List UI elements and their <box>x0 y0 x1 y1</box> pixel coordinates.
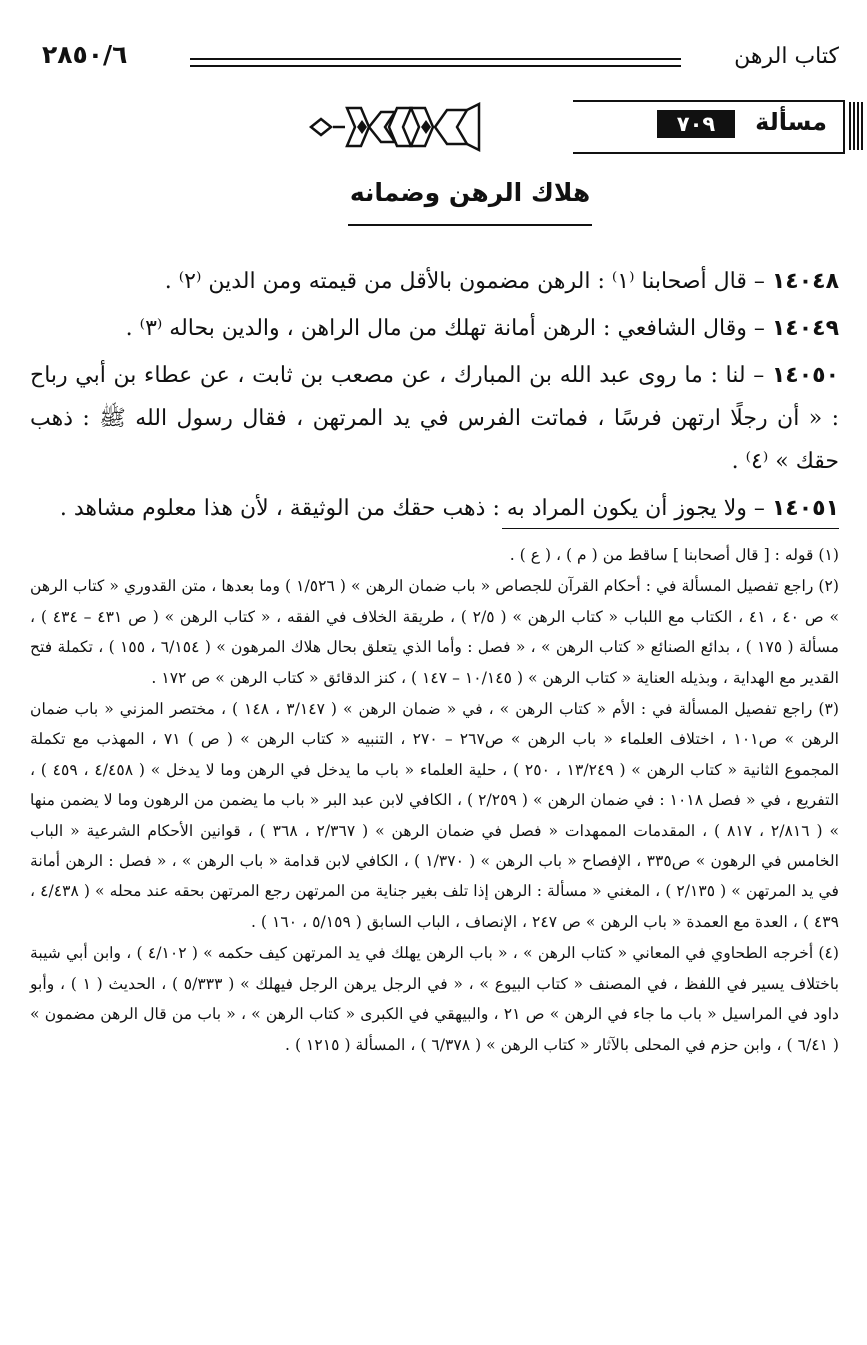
footnote: (٤) أخرجه الطحاوي في المعاني « كتاب الرهن » ، « باب الرهن يهلك في يد المرتهن كيف حكمه » ( ٤/١٠٢ ) ، وابن أبي شيبة باختلاف يسير في اللفظ ، في المصنف « كتاب البيوع » ، « في الرجل يرهن الرجل فيهلك » ( ٥/٣٣٣ ) ، الحديث ( ١ ) ، وأبو داود في المراسيل « باب ما جاء في الرهن » ص ٢١ ، والبيهقي في الكبرى « كتاب الرهن » ، « باب من قال الرهن مضمون » ( ٦/٤١ ) ، وابن حزم في المحلى بالآثار « كتاب الرهن » ( ٦/٣٧٨ ) ، المسألة ( ١٢١٥ ) . <box>30 944 840 1054</box>
paragraph <box>30 260 839 303</box>
paragraph <box>30 487 839 530</box>
page-number: ٢٨٥٠/٦ <box>42 40 128 69</box>
paragraph-text: – ولا يجوز أن يكون المراد به : ذهب حقك من الوثيقة ، لأن هذا معلوم مشاهد . <box>59 496 772 521</box>
running-header <box>42 40 839 80</box>
heading-rule <box>348 224 592 226</box>
paragraph-number: ١٤٠٤٩ <box>771 316 839 341</box>
footnote: (٣) راجع تفصيل المسألة في : الأم « كتاب الرهن » ، في « ضمان الرهن » ( ٣/١٤٧ ، ١٤٨ ) ، مختصر المزني « باب ضمان الرهن » ص١٠١ ، اختلاف العلماء « باب الرهن » ص٢٦٧ – ٢٧٠ ، التنبيه « كتاب الرهن » ( ص ) ٧١ ، المهذب مع تكملة المجموع الثانية « كتاب الرهن » ( ١٣/٢٤٩ ، ٢٥٠ ) ، حلية العلماء « باب ما يدخل في الرهن وما لا يدخل » ( ٤/٤٥٨ ، ٤٥٩ ) ، التفريع ، في « فصل ١٠١٨ : في ضمان الرهن » ( ٢/٢٥٩ ) ، الكافي لابن عبد البر « باب ما يضمن من الرهون وما لا يضمن منها » ( ٢/٨١٦ ، ٨١٧ ) ، المقدمات الممهدات « فصل في ضمان الرهن » ( ٢/٣٦٧ ، ٣٦٨ ) ، قوانين الأحكام الشرعية « الباب الخامس في الرهون » ص٣٣٥ ، الإفصاح « باب الرهن » ( ١/٣٧٠ ) ، الكافي لابن قدامة « باب الرهن » ، « فصل : الرهن أمانة في يد المرتهن » ( ٢/١٣٥ ) ، المغني « مسألة : الرهن إذا تلف بغير جناية من المرتهن رجع المرتهن بحقه عند محله » ( ٤/٤٣٨ ، ٤٣٩ ) ، العدة مع العمدة « باب الرهن » ص ٢٤٧ ، الإنصاف ، الباب السابق ( ٥/١٥٩ ، ١٦٠ ) . <box>30 700 840 931</box>
paragraph <box>30 307 839 350</box>
main-text <box>30 260 839 534</box>
paragraph-text: – وقال الشافعي : الرهن أمانة تهلك من مال الراهن ، والدين بحاله ⁽٣⁾ . <box>125 316 772 341</box>
ornament-icon <box>307 98 607 156</box>
paragraph <box>30 354 839 483</box>
footnote: (١) قوله : [ قال أصحابنا ] ساقط من ( م ) ، ( ع ) . <box>509 546 839 564</box>
paragraph-number: ١٤٠٥٠ <box>771 363 839 388</box>
paragraph-number: ١٤٠٥١ <box>771 496 839 521</box>
paragraph-text: – قال أصحابنا ⁽١⁾ : الرهن مضمون بالأقل من قيمته ومن الدين ⁽٢⁾ . <box>164 269 772 294</box>
masala-label: مسألة <box>755 108 827 136</box>
banner-bars <box>849 102 865 150</box>
footnote: (٢) راجع تفصيل المسألة في : أحكام القرآن للجصاص « باب ضمان الرهن » ( ١/٥٢٦ ) وما بعدها ، متن القدوري « كتاب الرهن » ص ٤٠ ، ٤١ ، الكتاب مع اللباب « كتاب الرهن » ( ٢/٥ ) ، طريقة الخلاف في الفقه ، « كتاب الرهن » ( ص ٤٣١ – ٤٣٤ ) ، مسألة ( ١٧٥ ) ، بدائع الصنائع « كتاب الرهن » ، « فصل : وأما الذي يتعلق بحال هلاك المرهون » ( ٦/١٥٤ ، ١٥٥ ) ، تكملة فتح القدير مع الهداية ، وبذيله العناية « كتاب الرهن » ( ١٠/١٤٥ – ١٤٧ ) ، كنز الدقائق « كتاب الرهن » ص ١٧٢ . <box>30 577 840 687</box>
paragraph-text: – لنا : ما روى عبد الله بن المبارك ، عن مصعب بن ثابت ، عن عطاء بن أبي رباح : « أن رجلًا ارتهن فرسًا ، فماتت الفرس في يد المرتهن ، فقال رسول الله ﷺ : ذهب حقك » ⁽٤⁾ . <box>30 363 839 474</box>
masala-banner <box>307 98 867 156</box>
header-rule <box>190 58 681 67</box>
masala-number: ٧٠٩ <box>657 110 735 138</box>
book-title: كتاب الرهن <box>734 44 839 69</box>
footnotes <box>30 540 839 1061</box>
section-heading: هلاك الرهن وضمانه <box>349 178 591 207</box>
paragraph-number: ١٤٠٤٨ <box>771 269 839 294</box>
footnote-rule <box>502 528 839 529</box>
